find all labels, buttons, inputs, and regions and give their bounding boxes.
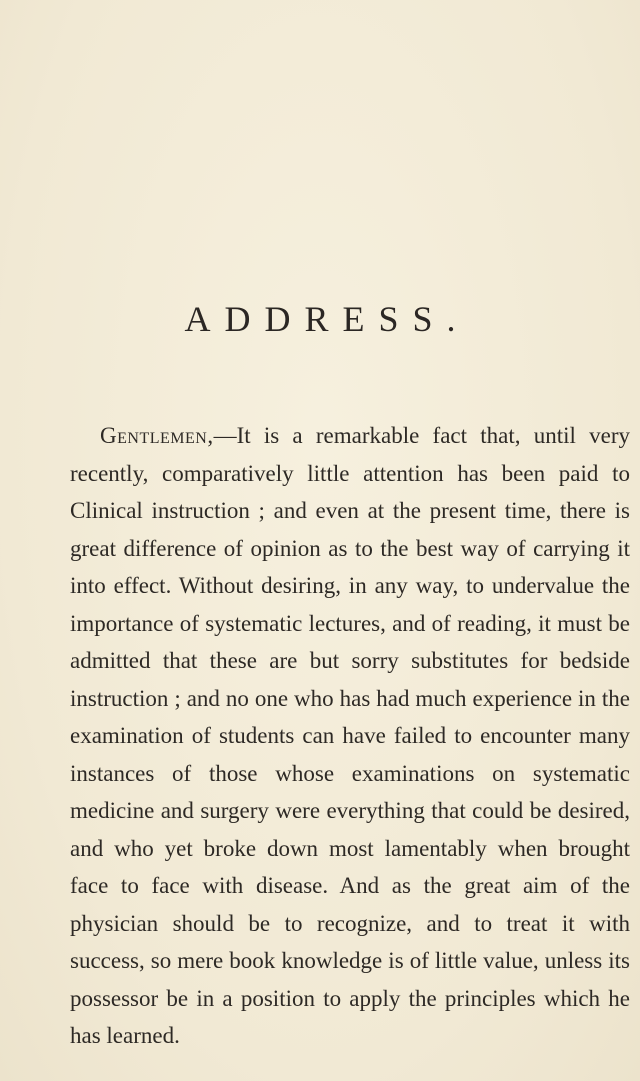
body-paragraph: [70, 417, 630, 1055]
paragraph-text: —It is a remarkable fact that, until very recently, comparatively little attention has been paid to Clinical instruction ; and even at the present time, there is great difference of opinion as to the best way of carrying it into effect. Without desiring, in any way, to undervalue the importance of systematic lectures, and of reading, it must be admitted that these are but sorry substitutes for bedside instruction ; and no one who has had much experience in the examination of students can have failed to encounter many instances of those whose examinations on systematic medicine and surgery were everything that could be desired, and who yet broke down most lamentably when brought face to face with disease. And as the great aim of the physician should be to recognize, and to treat it with success, so mere book knowledge is of little value, unless its possessor be in a position to apply the principles which he has learned.: [70, 423, 630, 1048]
page-heading: ADDRESS.: [184, 299, 470, 339]
salutation: Gentlemen,: [100, 423, 214, 448]
